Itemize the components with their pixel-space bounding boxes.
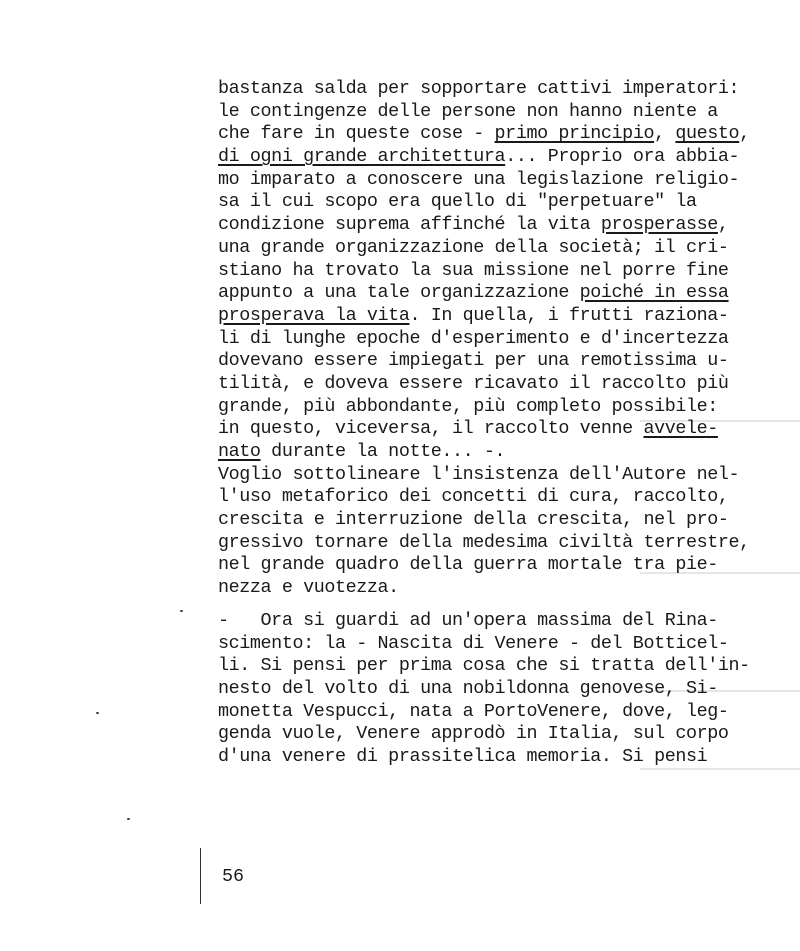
- text-line: [218, 701, 778, 724]
- text-line: [218, 305, 778, 328]
- underlined-phrase: nato: [218, 441, 261, 462]
- text-segment: stiano ha trovato la sua missione nel porre fine: [218, 259, 729, 281]
- text-line: [218, 678, 778, 701]
- text-segment: ... Proprio ora abbia-: [505, 146, 740, 168]
- text-line: [218, 396, 778, 419]
- text-segment: tilità, e doveva essere ricavato il raccolto più: [218, 372, 729, 394]
- text-line: [218, 723, 778, 746]
- text-line: [218, 373, 778, 396]
- text-segment: durante la notte... -.: [260, 441, 506, 462]
- scan-speck: [180, 610, 183, 612]
- text-segment: ,: [654, 123, 676, 145]
- scan-speck: [96, 712, 99, 714]
- text-segment: nezza e vuotezza.: [218, 577, 399, 599]
- text-segment: li. Si pensi per prima cosa che si tratta dell'in-: [218, 655, 750, 677]
- text-line: [218, 486, 778, 509]
- text-line: [218, 532, 778, 555]
- text-segment: ,: [739, 123, 750, 145]
- text-line: [218, 509, 778, 532]
- text-segment: l'uso metaforico dei concetti di cura, raccolto,: [218, 486, 729, 508]
- underlined-phrase: primo principio: [494, 123, 655, 145]
- text-line: [218, 328, 778, 351]
- text-line: [218, 441, 778, 464]
- underlined-phrase: prosperava la vita: [218, 304, 410, 326]
- text-line: [218, 610, 778, 633]
- text-segment: in questo, viceversa, il raccolto venne: [218, 418, 644, 440]
- text-line: [218, 101, 778, 124]
- page-number: 56: [222, 866, 245, 887]
- text-line: [218, 655, 778, 678]
- text-segment: li di lunghe epoche d'esperimento e d'incertezza: [218, 327, 729, 349]
- text-line: [218, 260, 778, 283]
- text-line: [218, 577, 778, 600]
- text-segment: una grande organizzazione della società; il cri-: [218, 236, 729, 258]
- text-segment: d'una venere di prassitelica memoria. Si pensi: [218, 745, 708, 767]
- text-line: [218, 78, 778, 101]
- text-line: [218, 746, 778, 769]
- text-line: [218, 237, 778, 260]
- text-line: [218, 282, 778, 305]
- text-segment: Voglio sottolineare l'insistenza dell'Autore nel-: [218, 463, 740, 485]
- text-segment: - Ora si guardi ad un'opera massima del Rina-: [218, 609, 718, 631]
- text-segment: condizione suprema affinché la vita: [218, 214, 601, 236]
- text-segment: nel grande quadro della guerra mortale tra pie-: [218, 554, 718, 576]
- text-segment: scimento: la - Nascita di Venere - del Botticel-: [218, 632, 729, 654]
- text-segment: . In quella, i frutti raziona-: [409, 304, 729, 326]
- underlined-phrase: questo: [675, 123, 740, 145]
- margin-rule: [200, 848, 201, 904]
- text-line: [218, 169, 778, 192]
- text-segment: monetta Vespucci, nata a PortoVenere, dove, leg-: [218, 700, 729, 722]
- text-segment: ,: [717, 214, 729, 236]
- text-line: [218, 214, 778, 237]
- underlined-phrase: di ogni grande architettura: [218, 146, 506, 168]
- underlined-phrase: poiché in essa: [579, 282, 729, 304]
- paragraph-gap: [218, 600, 778, 610]
- text-segment: sa il cui scopo era quello di "perpetuare" la: [218, 191, 697, 213]
- text-segment: appunto a una tale organizzazione: [218, 282, 580, 304]
- text-line: [218, 464, 778, 487]
- text-segment: mo imparato a conoscere una legislazione religio-: [218, 168, 740, 190]
- text-segment: grande, più abbondante, più completo possibile:: [218, 395, 718, 417]
- text-line: [218, 350, 778, 373]
- scan-speck: [127, 818, 130, 820]
- text-segment: crescita e interruzione della crescita, nel pro-: [218, 509, 729, 531]
- text-line: [218, 191, 778, 214]
- text-segment: dovevano essere impiegati per una remotissima u-: [218, 350, 729, 372]
- text-segment: che fare in queste cose -: [218, 123, 495, 145]
- text-line: [218, 418, 778, 441]
- text-segment: nesto del volto di una nobildonna genovese, Si-: [218, 677, 718, 699]
- text-segment: genda vuole, Venere approdò in Italia, sul corpo: [218, 723, 729, 745]
- text-line: [218, 123, 778, 146]
- text-segment: gressivo tornare della medesima civiltà terrestre,: [218, 531, 750, 553]
- text-segment: le contingenze delle persone non hanno niente a: [218, 100, 718, 122]
- text-segment: bastanza salda per sopportare cattivi imperatori:: [218, 78, 740, 99]
- text-line: [218, 554, 778, 577]
- underlined-phrase: prosperasse: [600, 214, 718, 236]
- underlined-phrase: avvele-: [643, 418, 718, 440]
- text-line: [218, 633, 778, 656]
- body-text: [218, 78, 778, 769]
- text-line: [218, 146, 778, 169]
